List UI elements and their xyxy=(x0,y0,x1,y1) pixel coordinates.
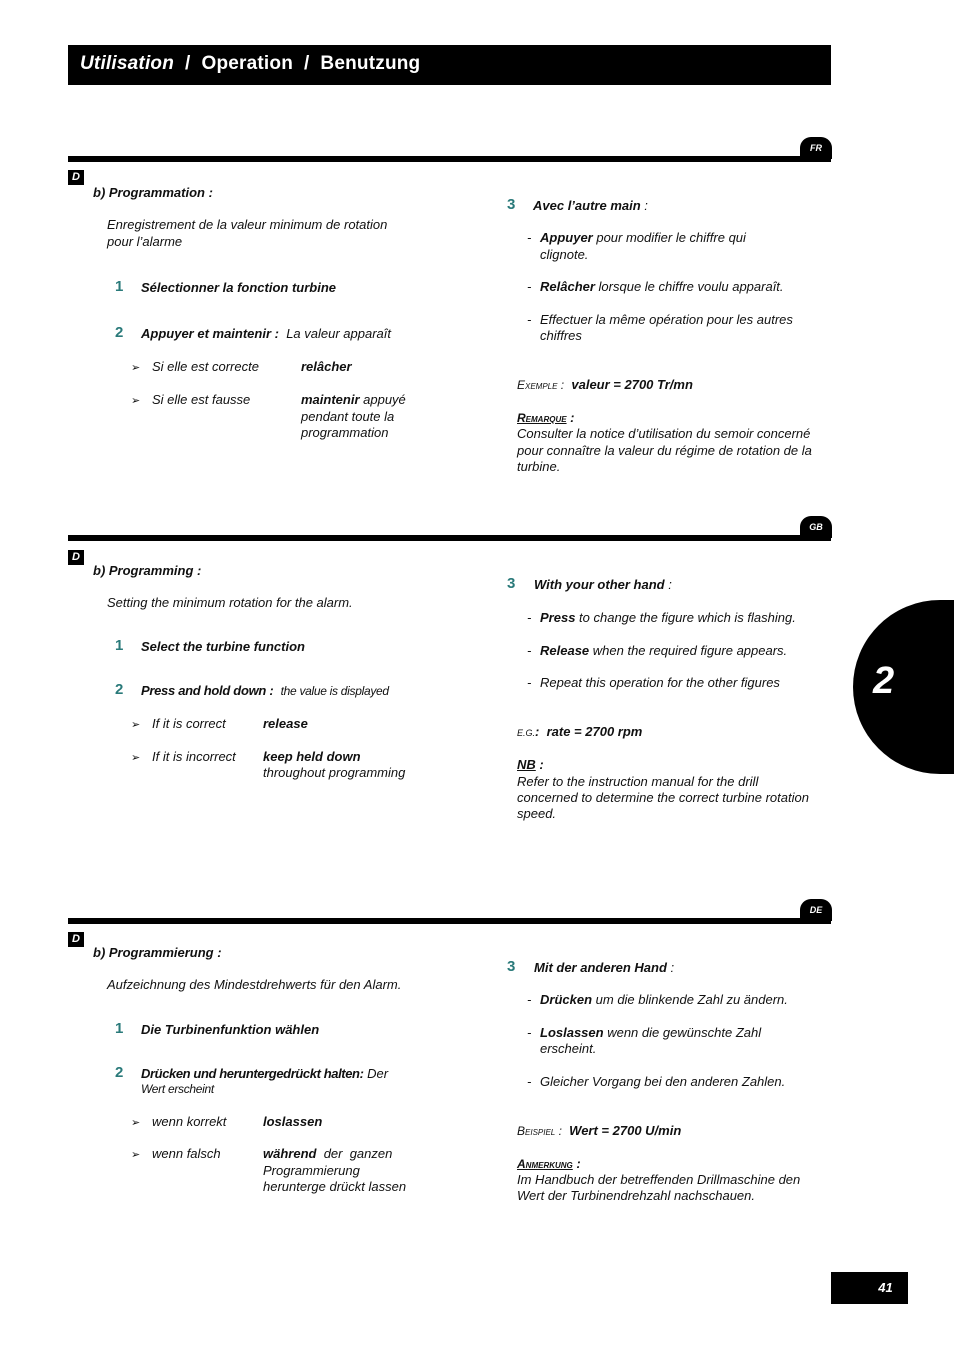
bullet-text-rest: lorsque le chiffre voulu apparaît. xyxy=(594,279,784,294)
example-line xyxy=(517,377,693,394)
section-heading: b) Programmierung : xyxy=(93,945,222,960)
bullet-dash: - xyxy=(527,643,532,658)
intro-text: Enregistrement de la valeur minimum de rotation xyxy=(107,217,388,232)
bullet-text-bold: Loslassen xyxy=(540,1025,604,1040)
example-value: valeur = 2700 Tr/mn xyxy=(571,377,693,392)
step-text: Select the turbine function xyxy=(141,639,305,654)
note-text: Im Handbuch der betreffenden Drillmaschine den xyxy=(517,1172,801,1187)
step-text xyxy=(141,326,391,343)
note-text: Consulter la notice d’utilisation du semoir concerné xyxy=(517,426,811,441)
step-text-rest: La valeur apparaît xyxy=(286,326,391,341)
step-text: Sélectionner la fonction turbine xyxy=(141,280,337,295)
step-text: Die Turbinenfunktion wählen xyxy=(141,1022,320,1037)
header-part-operation: Operation xyxy=(201,53,293,74)
condition-value xyxy=(263,1146,392,1163)
condition-label: Si elle est fausse xyxy=(152,392,251,407)
lang-tab-fr: FR xyxy=(800,137,832,159)
bullet-text xyxy=(540,230,746,247)
bullet-text: chiffres xyxy=(540,328,582,343)
d-label-box: D xyxy=(68,170,84,185)
arrow-icon: ➢ xyxy=(131,362,141,374)
note-heading xyxy=(517,1156,581,1173)
bullet-text xyxy=(540,1025,761,1042)
bullet-text-rest: um die blinkende Zahl zu ändern. xyxy=(592,992,788,1007)
condition-label: If it is incorrect xyxy=(152,749,236,764)
note-text: Wert der Turbinendrehzahl nachschauen. xyxy=(517,1188,755,1203)
condition-value: relâcher xyxy=(301,359,352,374)
step-text xyxy=(534,960,674,977)
bullet-text-bold: Press xyxy=(540,610,576,625)
section-heading: b) Programmation : xyxy=(93,185,213,200)
bullet-text: Repeat this operation for the other figures xyxy=(540,675,780,690)
chapter-tab xyxy=(853,600,954,774)
lang-tab-gb: GB xyxy=(800,516,832,538)
condition-value: throughout programming xyxy=(263,765,406,780)
example-label: Exemple : xyxy=(517,378,565,392)
bullet-dash: - xyxy=(527,992,532,1007)
step-text-rest: : xyxy=(640,198,648,213)
note-label: Anmerkung xyxy=(517,1157,573,1171)
note-colon: : xyxy=(535,757,544,772)
condition-value: programmation xyxy=(301,425,389,440)
header-separator: / xyxy=(185,53,191,74)
bullet-text-rest: wenn die gewünschte Zahl xyxy=(603,1025,762,1040)
arrow-icon: ➢ xyxy=(131,395,141,407)
step-text-bold: Avec l’autre main xyxy=(533,198,641,213)
condition-value-bold: während xyxy=(263,1146,317,1161)
condition-value-bold: maintenir xyxy=(301,392,360,407)
step-number: 1 xyxy=(115,637,124,654)
bullet-text-bold: Appuyer xyxy=(540,230,593,245)
bullet-dash: - xyxy=(527,1025,532,1040)
step-number: 2 xyxy=(115,681,124,698)
bullet-text-rest: pour modifier le chiffre qui xyxy=(592,230,746,245)
note-heading xyxy=(517,410,575,427)
note-label: NB xyxy=(517,757,536,772)
step-number: 2 xyxy=(115,1064,124,1081)
header-part-utilisation: Utilisation xyxy=(80,53,175,74)
step-text xyxy=(534,577,672,594)
d-label-box: D xyxy=(68,932,84,947)
section-rule xyxy=(68,918,831,924)
intro-text: Aufzeichnung des Mindestdrehwerts für den Alarm. xyxy=(107,977,402,992)
bullet-text xyxy=(540,279,784,296)
step-number: 3 xyxy=(507,958,516,975)
bullet-text: Effectuer la même opération pour les autres xyxy=(540,312,793,327)
header-part-benutzung: Benutzung xyxy=(320,53,421,74)
example-value: rate = 2700 rpm xyxy=(546,724,643,739)
step-text-bold: With your other hand xyxy=(534,577,665,592)
bullet-text-rest: when the required figure appears. xyxy=(589,643,788,658)
step-number: 1 xyxy=(115,1020,124,1037)
note-text: pour connaître la valeur du régime de rotation de la xyxy=(517,443,812,458)
bullet-dash: - xyxy=(527,610,532,625)
arrow-icon: ➢ xyxy=(131,752,141,764)
step-number: 1 xyxy=(115,278,124,295)
condition-value: Programmierung xyxy=(263,1163,360,1178)
lang-tab-de: DE xyxy=(800,899,832,921)
bullet-text-rest: to change the figure which is flashing. xyxy=(575,610,796,625)
example-label: Beispiel : xyxy=(517,1124,562,1138)
arrow-icon: ➢ xyxy=(131,1117,141,1129)
bullet-text xyxy=(540,610,796,627)
condition-value-rest: der ganzen xyxy=(316,1146,393,1161)
note-text: concerned to determine the correct turbine rotation xyxy=(517,790,809,805)
intro-text: Setting the minimum rotation for the alarm. xyxy=(107,595,353,610)
bullet-dash: - xyxy=(527,312,532,327)
header-separator: / xyxy=(303,53,310,74)
step-text: Wert erscheint xyxy=(141,1082,214,1096)
step-text xyxy=(141,683,389,700)
condition-value: loslassen xyxy=(263,1114,323,1129)
example-line xyxy=(517,1123,681,1140)
condition-value: herunterge drückt lassen xyxy=(263,1179,407,1194)
bullet-dash: - xyxy=(527,279,532,294)
section-rule xyxy=(68,156,831,162)
example-line xyxy=(517,724,642,742)
section-heading: b) Programming : xyxy=(93,563,202,578)
intro-text: pour l’alarme xyxy=(107,234,183,249)
example-colon: : xyxy=(535,724,540,739)
condition-value-rest: appuyé xyxy=(359,392,406,407)
step-text-bold: Mit der anderen Hand xyxy=(534,960,667,975)
example-value: Wert = 2700 U/min xyxy=(569,1123,682,1138)
bullet-text xyxy=(540,643,787,660)
condition-label: wenn falsch xyxy=(152,1146,221,1161)
bullet-text: erscheint. xyxy=(540,1041,597,1056)
step-text-bold: Press and hold down : xyxy=(141,683,274,698)
bullet-text: Gleicher Vorgang bei den anderen Zahlen. xyxy=(540,1074,786,1089)
note-label: Remarque xyxy=(517,411,567,425)
condition-label: If it is correct xyxy=(152,716,226,731)
condition-value: keep held down xyxy=(263,749,361,764)
bullet-text-bold: Release xyxy=(540,643,590,658)
step-text-rest: the value is displayed xyxy=(280,684,389,698)
bullet-dash: - xyxy=(527,1074,532,1089)
bullet-text xyxy=(540,992,788,1009)
note-text: turbine. xyxy=(517,459,561,474)
arrow-icon: ➢ xyxy=(131,719,141,731)
condition-value: release xyxy=(263,716,308,731)
note-text: Refer to the instruction manual for the drill xyxy=(517,774,759,789)
condition-value: pendant toute la xyxy=(301,409,395,424)
condition-label: wenn korrekt xyxy=(152,1114,227,1129)
note-colon: : xyxy=(566,410,575,425)
condition-value xyxy=(301,392,406,409)
bullet-text-bold: Drücken xyxy=(540,992,593,1007)
note-colon: : xyxy=(572,1156,581,1171)
step-text-bold: Appuyer et maintenir : xyxy=(141,326,279,341)
step-number: 3 xyxy=(507,196,516,213)
bullet-text-bold: Relâcher xyxy=(540,279,595,294)
step-text xyxy=(533,198,648,215)
note-heading xyxy=(517,757,544,774)
d-label-box: D xyxy=(68,550,84,565)
step-text-rest: : xyxy=(666,960,675,975)
step-text-rest: : xyxy=(664,577,672,592)
arrow-icon: ➢ xyxy=(131,1149,141,1161)
chapter-number: 2 xyxy=(873,660,895,702)
step-number: 2 xyxy=(115,324,124,341)
step-text-bold: Drücken und heruntergedrückt halten: xyxy=(141,1066,364,1081)
note-text: speed. xyxy=(517,806,557,821)
step-number: 3 xyxy=(507,575,516,592)
bullet-text: clignote. xyxy=(540,247,589,262)
page-header-title xyxy=(80,53,420,75)
page-number: 41 xyxy=(831,1272,908,1304)
section-rule xyxy=(68,535,831,541)
step-text-rest: Der xyxy=(363,1066,389,1081)
condition-label: Si elle est correcte xyxy=(152,359,259,374)
bullet-dash: - xyxy=(527,675,532,690)
bullet-dash: - xyxy=(527,230,532,245)
example-label: E.G. xyxy=(517,728,536,738)
